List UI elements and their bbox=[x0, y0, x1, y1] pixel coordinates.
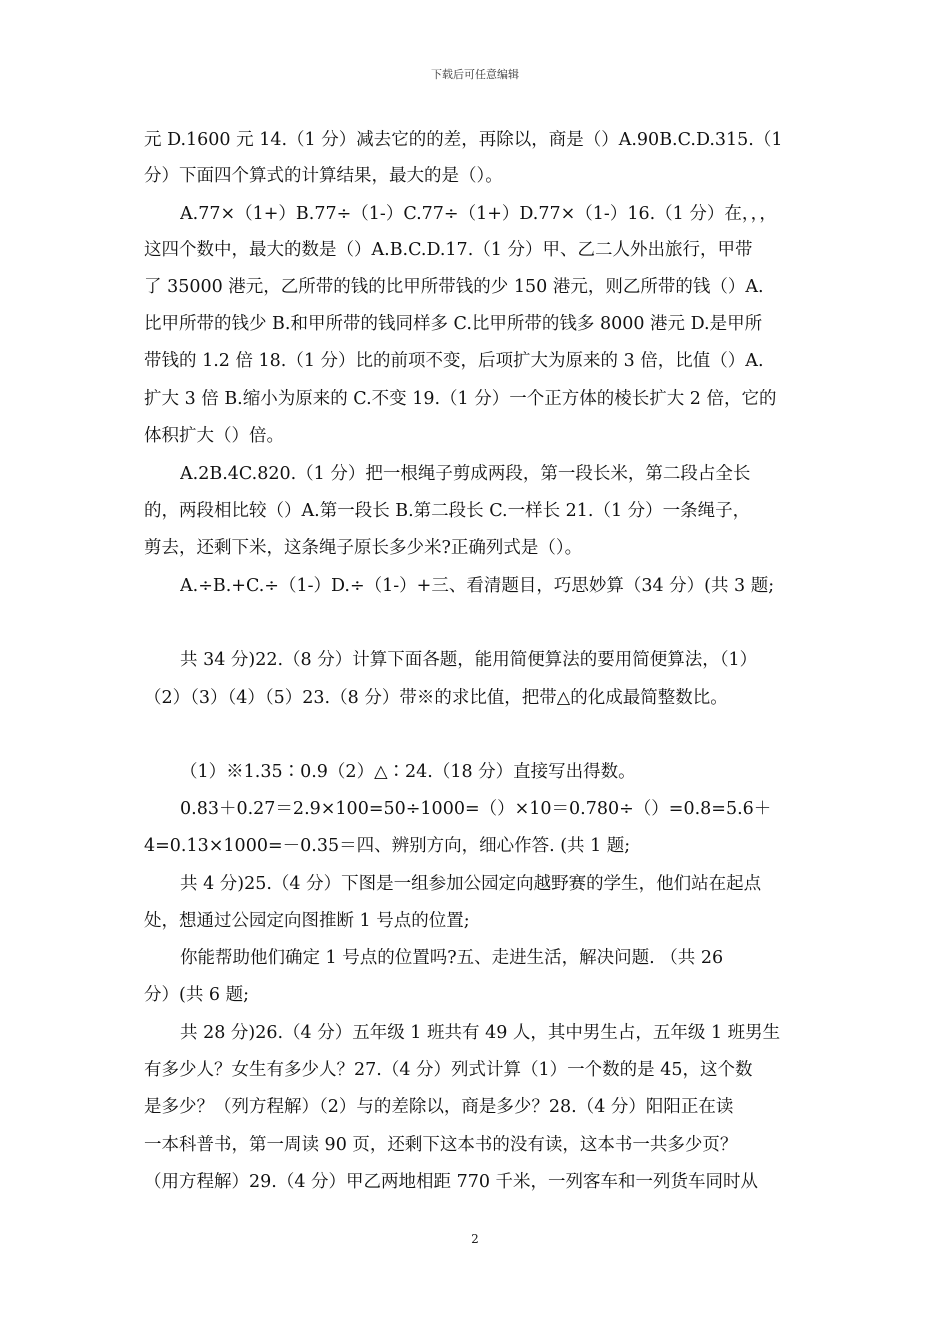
text-line: 这四个数中，最大的数是（）A.B.C.D.17.（1 分）甲、乙二人外出旅行，甲带 bbox=[144, 240, 753, 260]
text-line: 你能帮助他们确定 1 号点的位置吗?五、走进生活，解决问题. （共 26 bbox=[180, 948, 724, 968]
text-line: 4=0.13×1000=－0.35＝四、辨别方向，细心作答. (共 1 题; bbox=[144, 836, 631, 856]
text-line: （2）（3）（4）（5）23.（8 分）带※的求比值，把带△的化成最简整数比。 bbox=[144, 688, 728, 708]
text-line: 分）(共 6 题; bbox=[144, 985, 249, 1005]
text-line: 有多少人？女生有多少人？27.（4 分）列式计算（1）一个数的是 45，这个数 bbox=[144, 1060, 753, 1080]
text-line: 了 35000 港元，乙所带的钱的比甲所带钱的少 150 港元，则乙所带的钱（）A. bbox=[144, 277, 764, 297]
text-line: A.÷B.+C.÷（1-）D.÷（1-）+三、看清题目，巧思妙算（34 分）(共 3 题; bbox=[180, 576, 775, 596]
text-line: 是多少？（列方程解）（2）与的差除以，商是多少？28.（4 分）阳阳正在读 bbox=[144, 1097, 734, 1117]
text-line: 的，两段相比较（）A.第一段长 B.第二段长 C.一样长 21.（1 分）一条绳子， bbox=[144, 501, 751, 521]
text-line: （1）※1.35∶0.9（2）△∶24.（18 分）直接写出得数。 bbox=[180, 762, 636, 782]
text-line: 元 D.1600 元 14.（1 分）减去它的的差，再除以，商是（）A.90B.C.D.315.（1 bbox=[144, 130, 783, 150]
text-line: 0.83＋0.27＝2.9×100=50÷1000=（）×10＝0.780÷（）=0.8=5.6＋ bbox=[180, 799, 772, 819]
text-line: 共 28 分)26.（4 分）五年级 1 班共有 49 人，其中男生占，五年级 1 班男生 bbox=[180, 1023, 781, 1043]
text-line: 剪去，还剩下米，这条绳子原长多少米?正确列式是（）。 bbox=[144, 538, 583, 558]
text-line: （用方程解）29.（4 分）甲乙两地相距 770 千米，一列客车和一列货车同时从 bbox=[144, 1172, 759, 1192]
text-line: 共 34 分)22.（8 分）计算下面各题，能用简便算法的要用简便算法，（1） bbox=[180, 650, 758, 670]
text-line: 体积扩大（）倍。 bbox=[144, 426, 284, 446]
text-line: 处，想通过公园定向图推断 1 号点的位置; bbox=[144, 911, 470, 931]
text-line: 共 4 分)25.（4 分）下图是一组参加公园定向越野赛的学生，他们站在起点 bbox=[180, 874, 762, 894]
text-line: A.2B.4C.820.（1 分）把一根绳子剪成两段，第一段长米，第二段占全长 bbox=[180, 464, 751, 484]
text-line: 扩大 3 倍 B.缩小为原来的 C.不变 19.（1 分）一个正方体的棱长扩大 2 倍，它的 bbox=[144, 389, 777, 409]
text-line: 一本科普书，第一周读 90 页，还剩下这本书的没有读，这本书一共多少页？ bbox=[144, 1135, 738, 1155]
page-number: 2 bbox=[471, 1232, 479, 1246]
text-line: 带钱的 1.2 倍 18.（1 分）比的前项不变，后项扩大为原来的 3 倍，比值（）A. bbox=[144, 351, 764, 371]
text-line: 比甲所带的钱少 B.和甲所带的钱同样多 C.比甲所带的钱多 8000 港元 D.是甲所 bbox=[144, 314, 763, 334]
text-line: A.77×（1+）B.77÷（1-）C.77÷（1+）D.77×（1-）16.（1 分）在，，， bbox=[180, 204, 777, 224]
text-line: 分）下面四个算式的计算结果，最大的是（）。 bbox=[144, 166, 503, 186]
page-header: 下载后可任意编辑 bbox=[431, 68, 519, 81]
